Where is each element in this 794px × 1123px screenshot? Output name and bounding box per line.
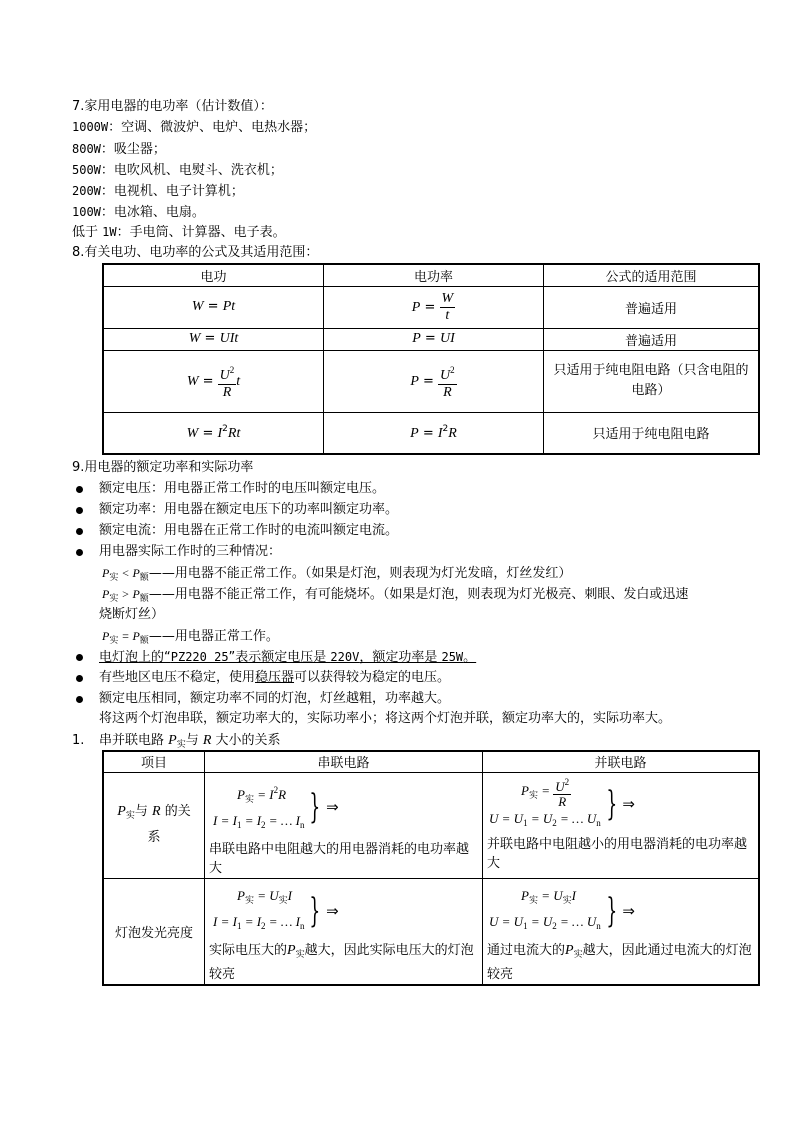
- case-text: ——用电器不能正常工作，有可能烧坏。（如果是灯泡，则表现为灯光极亮、刺眼、发白或迅速: [148, 587, 689, 602]
- row2-series: [205, 878, 483, 985]
- bullet-icon: [76, 549, 83, 556]
- voltage-stabilizer-note: [99, 668, 450, 688]
- formula-p-w-over-t: P = $\frac{W}{t}$: [324, 286, 544, 328]
- prefix: 低于: [72, 225, 103, 240]
- case-text: ——用电器正常工作。: [148, 629, 279, 644]
- series-formula-group: [205, 885, 482, 937]
- row2-parallel: [483, 878, 760, 985]
- case-equal-rated: $P_实$ = $P_额——$用电器正常工作。: [102, 629, 279, 645]
- bullet-icon: [76, 486, 83, 493]
- rated-power: 额定功率：用电器在额定电压下的功率叫额定功率。: [99, 502, 399, 517]
- formula-w-uit: W = UIt: [103, 328, 324, 350]
- appliance-list: ：空调、微波炉、电炉、电热水器；: [108, 120, 317, 135]
- case-text: ——用电器不能正常工作。（如果是灯泡，则表现为灯光发暗，灯丝发红）: [148, 566, 572, 581]
- parallel-note: 通过电流大的$P_实$越大，因此通过电流大的灯泡较亮: [487, 942, 752, 982]
- power-value: 1W: [102, 225, 117, 239]
- scope-cell: 只适用于纯电阻电路（只含电阻的电路）: [544, 350, 760, 412]
- text: 可以获得较为稳定的电压。: [294, 670, 451, 685]
- power-line-500w: [72, 160, 283, 181]
- text: 电灯泡上的“: [99, 650, 171, 665]
- right-brace-icon: }: [309, 890, 321, 931]
- implies-icon: ⇒: [622, 901, 635, 920]
- series-formulas: $P_实 = U_实I$ $I = I_1 = I_2$ = … $I_n$: [213, 887, 305, 931]
- power-value: 500W: [72, 163, 101, 177]
- text: 的关: [160, 804, 191, 819]
- bullet-icon: [76, 696, 83, 703]
- implies-icon: ⇒: [326, 798, 339, 816]
- text: 串并联电路: [99, 733, 169, 748]
- appliance-list: ：电吹风机、电熨斗、洗衣机；: [100, 163, 283, 178]
- text: 有些地区电压不稳定，使用: [99, 670, 256, 685]
- header-work: 电功: [103, 264, 324, 286]
- bullet-icon: [76, 528, 83, 535]
- text: 系: [147, 830, 161, 845]
- section-8-title: 8.有关电功、电功率的公式及其适用范围：: [72, 245, 319, 260]
- parallel-formula-group: [483, 775, 758, 833]
- series-note: 实际电压大的$P_实$越大，因此实际电压大的灯泡较亮: [209, 942, 474, 982]
- bullet-icon: [76, 675, 83, 682]
- power-line-1000w: [72, 117, 316, 138]
- three-cases-title: 用电器实际工作时的三种情况：: [99, 544, 282, 559]
- implies-icon: ⇒: [326, 901, 339, 920]
- series-parallel-note: 将这两个灯泡串联，额定功率大的，实际功率小；将这两个灯泡并联，额定功率大的，实际功率大。: [99, 711, 672, 726]
- case-under-rated: $P_实$ < $P_额——$用电器不能正常工作。（如果是灯泡，则表现为灯光发暗，灯丝发红）: [102, 566, 572, 582]
- text: 与: [134, 804, 152, 819]
- formula-w-u2-over-r-t: W = $\frac{U^2}{R}$ t: [103, 350, 324, 412]
- header-item: 项目: [103, 751, 205, 772]
- parallel-formulas: $P_实 = U_实I$ $U = U_1 = U_2$ = … $U_n$: [489, 887, 601, 931]
- right-brace-icon: }: [606, 783, 617, 824]
- text: ”表示额定电压是: [228, 650, 331, 665]
- parallel-formula-group: [483, 885, 758, 937]
- rated-current: 额定电流：用电器在正常工作时的电流叫额定电流。: [99, 523, 399, 538]
- series-parallel-table: [102, 750, 760, 986]
- row1-series: [205, 772, 483, 878]
- power-value: 1000W: [72, 120, 109, 134]
- power-value: 200W: [72, 184, 101, 198]
- appliance-list: ：吸尘器；: [100, 142, 166, 157]
- scope-cell: 普遍适用: [544, 328, 760, 350]
- text: 越大，因此通过电流大的灯泡较亮: [487, 942, 752, 982]
- power-line-100w: [72, 202, 205, 223]
- formula-w-i2rt: $W = I^2Rt$: [103, 412, 324, 454]
- row1-parallel: [483, 772, 760, 878]
- section-1-title: 串并联电路 $P_实$与 R 大小的关系: [99, 733, 281, 750]
- power-value: 800W: [72, 142, 101, 156]
- formula-table: [102, 263, 760, 455]
- header-parallel: 并联电路: [483, 751, 760, 772]
- text: 越大，因此实际电压大的灯泡较亮: [209, 942, 474, 982]
- header-scope: 公式的适用范围: [544, 264, 760, 286]
- power-line-800w: [72, 139, 166, 160]
- right-brace-icon: }: [606, 890, 617, 931]
- bulb-code: PZ220 25: [170, 650, 229, 664]
- row2-label: 灯泡发光亮度: [103, 878, 205, 985]
- section-1-number: 1.: [72, 733, 85, 748]
- parallel-note: 并联电路中电阻越小的用电器消耗的电功率越大: [487, 836, 748, 871]
- case-over-rated-cont: 烧断灯丝）: [99, 607, 165, 622]
- text: 通过电流大的: [487, 942, 566, 958]
- parallel-formulas: $P_实$ = $\frac{U^2}{R}$ $U = U_1 = U_2$ = … $U_n$: [489, 776, 601, 828]
- series-note: 串联电路中电阻越大的用电器消耗的电功率越大: [209, 841, 470, 876]
- bullet-icon: [76, 507, 83, 514]
- text: ，额定功率是: [359, 650, 442, 665]
- voltage-value: 220V: [330, 650, 360, 664]
- power-line-200w: [72, 181, 244, 202]
- rated-voltage: 额定电压：用电器正常工作时的电压叫额定电压。: [99, 481, 386, 496]
- series-formulas: $P_实 = I^2R$ $I = I_1 = I_2$ = … $I_n$: [213, 784, 305, 830]
- header-power: 电功率: [324, 264, 544, 286]
- right-brace-icon: }: [309, 787, 321, 827]
- power-line-below-1w: [72, 222, 286, 243]
- implies-icon: ⇒: [622, 794, 635, 813]
- stabilizer-term: 稳压器: [255, 670, 295, 685]
- power-value: 25W: [441, 650, 464, 664]
- power-value: 100W: [72, 205, 101, 219]
- text: 大小的关系: [211, 733, 281, 748]
- bullet-icon: [76, 654, 83, 661]
- text: 。: [463, 650, 477, 665]
- formula-w-pt: W = Pt: [103, 286, 324, 328]
- header-series: 串联电路: [205, 751, 483, 772]
- appliance-list: ：手电筒、计算器、电子表。: [116, 225, 286, 240]
- filament-note: 额定电压相同，额定功率不同的灯泡，灯丝越粗，功率越大。: [99, 691, 451, 706]
- appliance-list: ：电视机、电子计算机；: [100, 184, 244, 199]
- text: 实际电压大的: [209, 942, 288, 958]
- formula-p-ui: P = UI: [324, 328, 544, 350]
- bulb-label-note: [99, 647, 476, 668]
- section-7-title: 7.家用电器的电功率（估计数值）：: [72, 99, 273, 114]
- series-formula-group: [205, 779, 482, 836]
- formula-p-u2-over-r: P = $\frac{U^2}{R}$: [324, 350, 544, 412]
- formula-p-i2r: $P = I^2R$: [324, 412, 544, 454]
- section-9-title: 9.用电器的额定功率和实际功率: [72, 460, 254, 475]
- scope-cell: 只适用于纯电阻电路: [544, 412, 760, 454]
- row1-label: $P_实$与 R 的关 系: [103, 772, 205, 878]
- scope-cell: 普遍适用: [544, 286, 760, 328]
- appliance-list: ：电冰箱、电扇。: [100, 205, 205, 220]
- text: 与: [185, 733, 203, 748]
- case-over-rated: $P_实$ > $P_额——$用电器不能正常工作，有可能烧坏。（如果是灯泡，则表现为灯光极亮、刺眼、发白或迅速: [102, 587, 689, 603]
